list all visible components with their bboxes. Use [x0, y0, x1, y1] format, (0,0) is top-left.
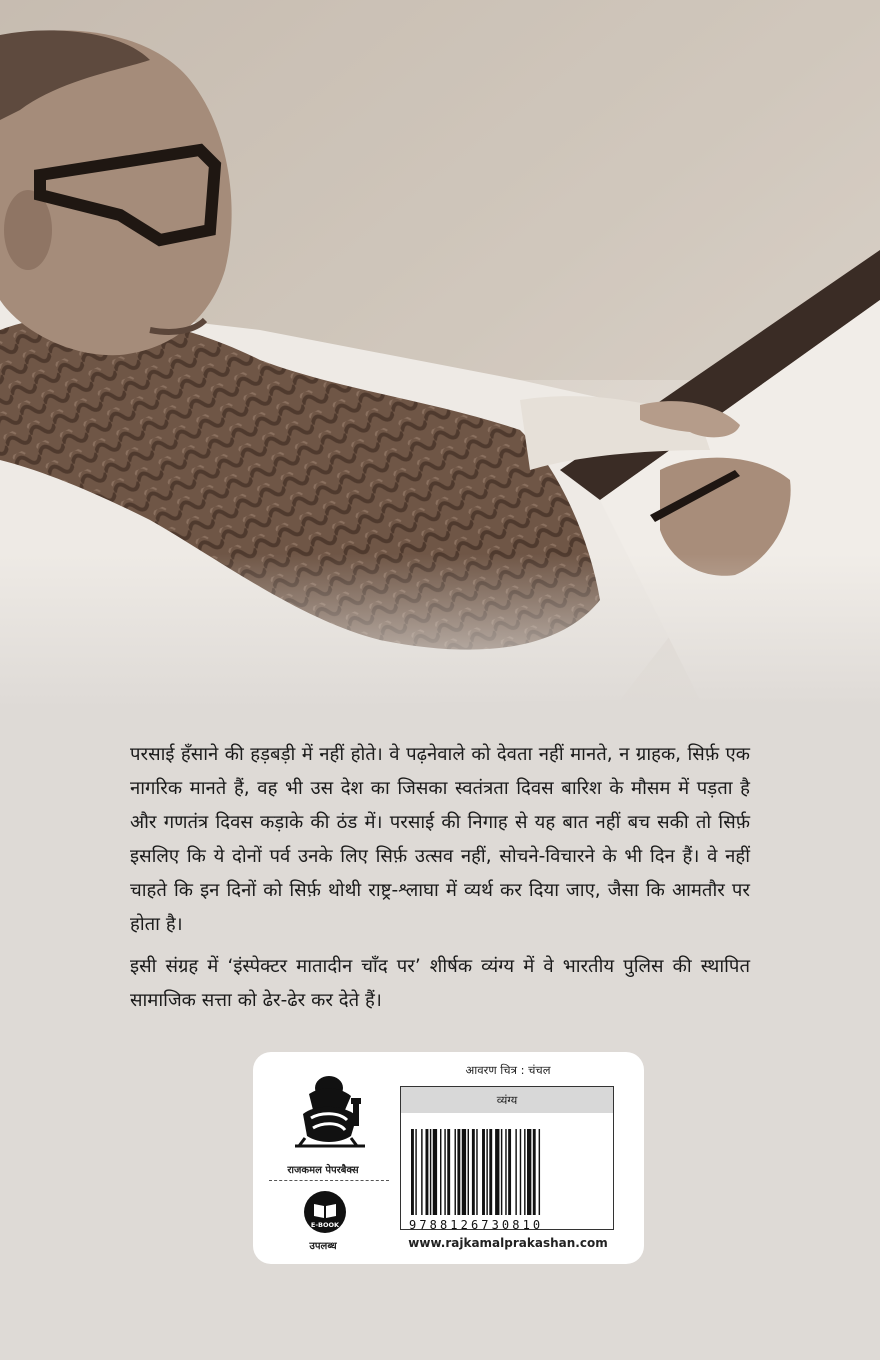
ebook-icon	[303, 1190, 347, 1234]
barcode-bar	[505, 1129, 506, 1215]
barcode-bar	[444, 1129, 445, 1215]
barcode-bar	[501, 1129, 502, 1215]
barcode-bar	[515, 1129, 516, 1215]
barcode-icon	[411, 1129, 605, 1215]
publisher-website: www.rajkamalprakashan.com	[408, 1236, 608, 1250]
back-cover-blurb	[130, 738, 750, 1026]
barcode-bar	[411, 1129, 414, 1215]
publisher-imprint: राजकमल पेपरबैक्स	[287, 1165, 359, 1176]
blurb-paragraph-1: परसाई हँसाने की हड़बड़ी में नहीं होते। वे पढ़नेवाले को देवता नहीं मानते, न ग्राहक, सिर्फ़ एक नागरिक मानते हैं, वह भी उस देश का जिसका स्वतंत्रता दिवस बारिश के मौसम में पड़ता है और गणतंत्र दिवस कड़ाके की ठंड में। परसाई की निगाह से यह बात नहीं बच सकी तो सिर्फ़ इसलिए कि ये दोनों पर्व उनके लिए सिर्फ़ उत्सव नहीं, सोचने-विचारने के भी दिन हैं। वे नहीं चाहते कि इन दिनों को सिर्फ़ थोथी राष्ट्र-श्लाघा में व्यर्थ कर दिया जाए, जैसा कि आमतौर पर होता है।	[130, 744, 750, 935]
barcode-bar	[433, 1129, 437, 1215]
isbn-barcode-box	[400, 1086, 614, 1230]
divider	[269, 1180, 389, 1181]
barcode-bar	[527, 1129, 531, 1215]
barcode-bar	[495, 1129, 499, 1215]
barcode-bar	[476, 1129, 477, 1215]
barcode-bar	[447, 1129, 450, 1215]
genre-label: व्यंग्य	[401, 1087, 613, 1113]
barcode-bar	[421, 1129, 422, 1215]
ebook-label: E-BOOK	[310, 1221, 340, 1229]
barcode-bar	[430, 1129, 431, 1215]
barcode-bar	[426, 1129, 429, 1215]
cover-credit: आवरण चित्र : चंचल	[465, 1063, 551, 1077]
barcode-bar	[486, 1129, 487, 1215]
barcode-bar	[533, 1129, 536, 1215]
barcode-bar	[539, 1129, 540, 1215]
barcode-bar	[455, 1129, 456, 1215]
ebook-availability: उपलब्ध	[309, 1241, 337, 1252]
barcode-bar	[457, 1129, 460, 1215]
barcode-bar	[462, 1129, 466, 1215]
publisher-logo-icon	[281, 1066, 377, 1156]
barcode-bar	[415, 1129, 416, 1215]
isbn-number: 9788126730810	[409, 1218, 544, 1232]
barcode-bar	[468, 1129, 469, 1215]
barcode-bar	[508, 1129, 511, 1215]
barcode-bar	[440, 1129, 441, 1215]
barcode-bar	[489, 1129, 492, 1215]
blurb-paragraph-2: इसी संग्रह में ‘इंस्पेक्टर मातादीन चाँद पर’ शीर्षक व्यंग्य में वे भारतीय पुलिस की स्थापित सामाजिक सत्ता को ढेर-ढेर कर देते हैं।	[130, 956, 750, 1011]
barcode-bar	[520, 1129, 521, 1215]
barcode-bar	[524, 1129, 525, 1215]
barcode-bar	[482, 1129, 485, 1215]
publisher-info-card	[253, 1052, 644, 1264]
barcode-bar	[472, 1129, 475, 1215]
